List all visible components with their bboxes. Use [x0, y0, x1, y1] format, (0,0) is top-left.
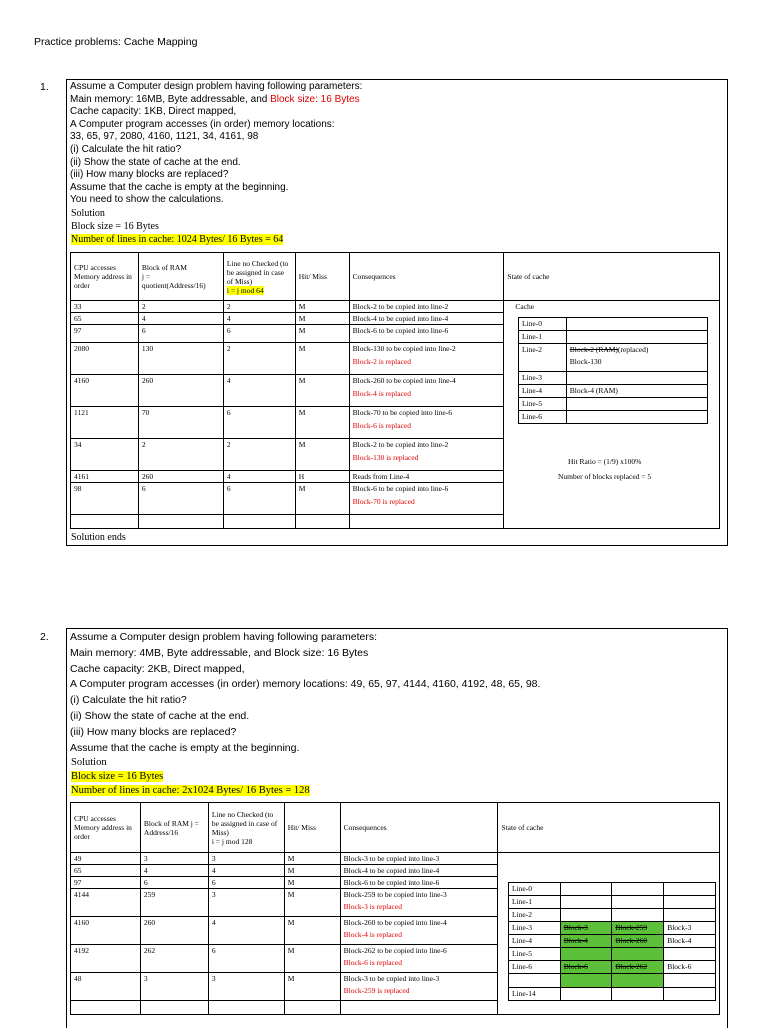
cache-line-row: Line-0: [519, 318, 708, 331]
q1-cache-label: Cache: [515, 302, 535, 311]
question-1-number: 1.: [40, 81, 49, 93]
header-hit: Hit/ Miss: [295, 253, 349, 301]
cache-line-row: Line-14: [509, 988, 716, 1001]
cache-line-row: Line-1: [519, 331, 708, 344]
table-row: 4160 260 4 M Block-260 to be copied into line-4 Block-4 is replaced: [71, 375, 720, 407]
table-row: 34 2 2 M Block-2 to be copied into line-2 Block-130 is replaced: [71, 439, 720, 471]
table-row: 4160 260 4 M Block-260 to be copied into line-4 Block-4 is replaced: [71, 917, 720, 945]
header-cpu: CPU accesses Memory address in order: [71, 803, 141, 853]
q2-num-lines: Number of lines in cache: 2x1024 Bytes/ 16 Bytes = 128: [71, 785, 310, 797]
table-row: 49 3 3 M Block-3 to be copied into line-3: [71, 853, 720, 865]
table-row: 1121 70 6 M Block-70 to be copied into line-6 Block-6 is replaced: [71, 407, 720, 439]
q1-num-lines: Number of lines in cache: 1024 Bytes/ 16 Bytes = 64: [71, 233, 284, 245]
cache-line-row: Line-2: [509, 909, 716, 922]
header-state: State of cache: [498, 803, 720, 853]
table-row: 2080 130 2 M Block-130 to be copied into line-2 Block-2 is replaced: [71, 343, 720, 375]
table-row: 4144 259 3 M Block-259 to be copied into line-3 Block-3 is replaced: [71, 889, 720, 917]
q1-hit-ratio: Hit Ratio = (1/9) x100%: [568, 457, 642, 466]
header-line: Line no Checked (to be assigned in case of Miss) i = j mod 128: [208, 803, 284, 853]
cache-line-row: Line-5: [519, 398, 708, 411]
header-block: Block of RAM j = Address/16: [140, 803, 208, 853]
table-header-row: [71, 803, 720, 853]
table-row: 33 2 2 M Block-2 to be copied into line-2 Cache: [71, 301, 720, 313]
question-1-text: Assume a Computer design problem having following parameters: Main memory: 16MB, Byte addressable, and Block size: 16 Bytes Cache capacity: 1KB, Direct mapped, A Computer program accesses (in order) memory locations: 33, 65, 97, 2080, 4160, 1121, 34, 4161, 98 (i) Calculate the hit ratio? (ii) Show the state of cache at the end. (iii) How many blocks are replaced? Assume that the cache is empty at the beginning. You need to show the calculations.: [70, 81, 363, 206]
page-title: Practice problems: Cache Mapping: [34, 36, 198, 48]
cache-line-row: Line-5: [509, 948, 716, 961]
header-cpu: CPU accesses Memory address in order: [71, 253, 139, 301]
cache-line-row: Line-4 Block-4 Block-260 Block-4: [509, 935, 716, 948]
cache-line-row: Line-3: [519, 372, 708, 385]
header-line: Line no Checked (to be assigned in case of Miss) i = j mod 64: [223, 253, 295, 301]
q1-blocks-replaced: Number of blocks replaced = 5: [558, 472, 652, 481]
cache-line-row: Line-4 Block-4 (RAM): [519, 385, 708, 398]
table-row: 65 4 4 M Block-4 to be copied into line-4: [71, 313, 720, 325]
cache-line-row: Line-6 Block-6 Block-262 Block-6: [509, 961, 716, 974]
table-row: 4192 262 6 M Block-262 to be copied into line-6 Block-6 is replaced: [71, 945, 720, 973]
table-row: 65 4 4 M Block-4 to be copied into line-4: [71, 865, 720, 877]
table-row: 97 6 6 M Block-6 to be copied into line-6: [71, 325, 720, 343]
cache-line-row: Line-0: [509, 883, 716, 896]
table-row: 48 3 3 M Block-3 to be copied into line-3 Block-259 is replaced: [71, 973, 720, 1001]
header-block: Block of RAM j = quotient(Address/16): [138, 253, 223, 301]
cache-line-row: Line-1: [509, 896, 716, 909]
header-state: State of cache: [504, 253, 720, 301]
q1-cache-table: [518, 317, 708, 424]
q2-block-size: Block size = 16 Bytes: [71, 771, 164, 783]
question-2-text: Assume a Computer design problem having following parameters: Main memory: 4MB, Byte addressable, and Block size: 16 Bytes Cache capacity: 2KB, Direct mapped, A Computer program accesses (in order) memory locations: 49, 65, 97, 4144, 4160, 4192, 48, 65, 98. (i) Calculate the hit ratio? (ii) Show the state of cache at the end. (iii) How many blocks are replaced? Assume that the cache is empty at the beginning.: [70, 631, 541, 754]
header-consequences: Consequences: [340, 803, 498, 853]
q2-cache-table: [508, 882, 716, 1001]
q1-solution-label: Solution: [71, 207, 105, 219]
table-row: 4161 260 4 H Reads from Line-4: [71, 471, 720, 483]
q1-block-size: Block size = 16 Bytes: [71, 220, 159, 232]
question-2-number: 2.: [40, 631, 49, 643]
header-consequences: Consequences: [349, 253, 504, 301]
cache-line-row: Line-6: [519, 411, 708, 424]
cache-line-row: Line-3 Block-3 Block-259 Block-3: [509, 922, 716, 935]
q1-solution-ends: Solution ends: [71, 532, 126, 543]
header-hit: Hit/ Miss: [284, 803, 340, 853]
table-header-row: [71, 253, 720, 301]
q2-solution-label: Solution: [71, 757, 107, 769]
table-row: 97 6 6 M Block-6 to be copied into line-6: [71, 877, 720, 889]
cache-line-row: Line-2 Block-2 (RAM)(replaced) Block-130: [519, 344, 708, 372]
table-row: 98 6 6 M Block-6 to be copied into line-6 Block-70 is replaced: [71, 483, 720, 515]
